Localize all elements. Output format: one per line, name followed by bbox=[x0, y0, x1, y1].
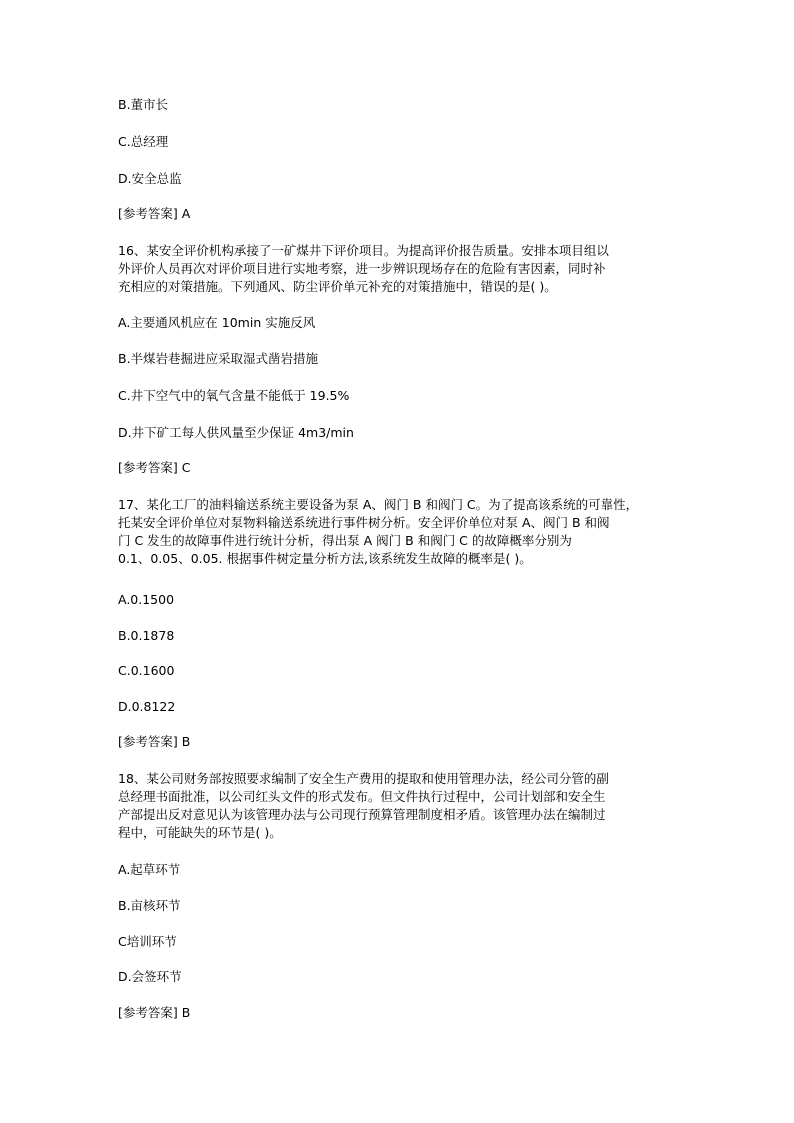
text-line: [参考答案] B bbox=[118, 1005, 191, 1020]
text-line: C.总经理 bbox=[118, 134, 169, 149]
text-line: D.会签环节 bbox=[118, 969, 182, 984]
text-line: 外评价人员再次对评价项目进行实地考察，进一步辨识现场存在的危险有害因素，同时补 bbox=[118, 261, 606, 276]
text-line: 托某安全评价单位对泵物料输送系统进行事件树分析。安全评价单位对泵 A、阀门 B 和阀 bbox=[118, 515, 610, 530]
text-line: [参考答案] B bbox=[118, 734, 191, 749]
text-line: B.半煤岩巷掘进应采取湿式凿岩措施 bbox=[118, 351, 319, 366]
text-line: 产部提出反对意见认为该管理办法与公司现行预算管理制度相矛盾。该管理办法在编制过 bbox=[118, 807, 606, 822]
text-line: B.0.1878 bbox=[118, 628, 175, 643]
text-line: B.董市长 bbox=[118, 97, 169, 112]
text-line: 总经理书面批准，以公司红头文件的形式发布。但文件执行过程中，公司计划部和安全生 bbox=[118, 789, 606, 804]
text-line: C.井下空气中的氧气含量不能低于 19.5% bbox=[118, 388, 350, 403]
text-line: 18、某公司财务部按照要求编制了安全生产费用的提取和使用管理办法，经公司分管的副 bbox=[118, 771, 609, 786]
text-line: 门 C 发生的故障事件进行统计分析，得出泵 A 阀门 B 和阀门 C 的故障概率分别为 bbox=[118, 533, 572, 548]
text-line: A.0.1500 bbox=[118, 592, 175, 607]
text-line: A.起草环节 bbox=[118, 862, 181, 877]
text-line: C.0.1600 bbox=[118, 663, 175, 678]
text-line: 17、某化工厂的油料输送系统主要设备为泵 A、阀门 B 和阀门 C。为了提高该系统的可靠性， bbox=[118, 497, 639, 512]
text-line: D.安全总监 bbox=[118, 171, 182, 186]
text-line: [参考答案] A bbox=[118, 206, 191, 221]
text-line: C培训环节 bbox=[118, 934, 177, 949]
text-line: 16、某安全评价机构承接了一矿煤井下评价项目。为提高评价报告质量。安排本项目组以 bbox=[118, 243, 609, 258]
text-line: A.主要通风机应在 10min 实施反风 bbox=[118, 315, 316, 330]
text-line: D.0.8122 bbox=[118, 699, 176, 714]
text-line: B.亩核环节 bbox=[118, 898, 181, 913]
text-line: 0.1、0.05、0.05. 根据事件树定量分析方法,该系统发生故障的概率是( )。 bbox=[118, 551, 532, 566]
text-line: D.井下矿工每人供风量至少保证 4m3/min bbox=[118, 425, 354, 440]
text-line: 程中，可能缺失的环节是( )。 bbox=[118, 825, 282, 840]
text-line: 充相应的对策措施。下列通风、防尘评价单元补充的对策措施中，错误的是( )。 bbox=[118, 279, 557, 294]
text-line: [参考答案] C bbox=[118, 460, 191, 475]
